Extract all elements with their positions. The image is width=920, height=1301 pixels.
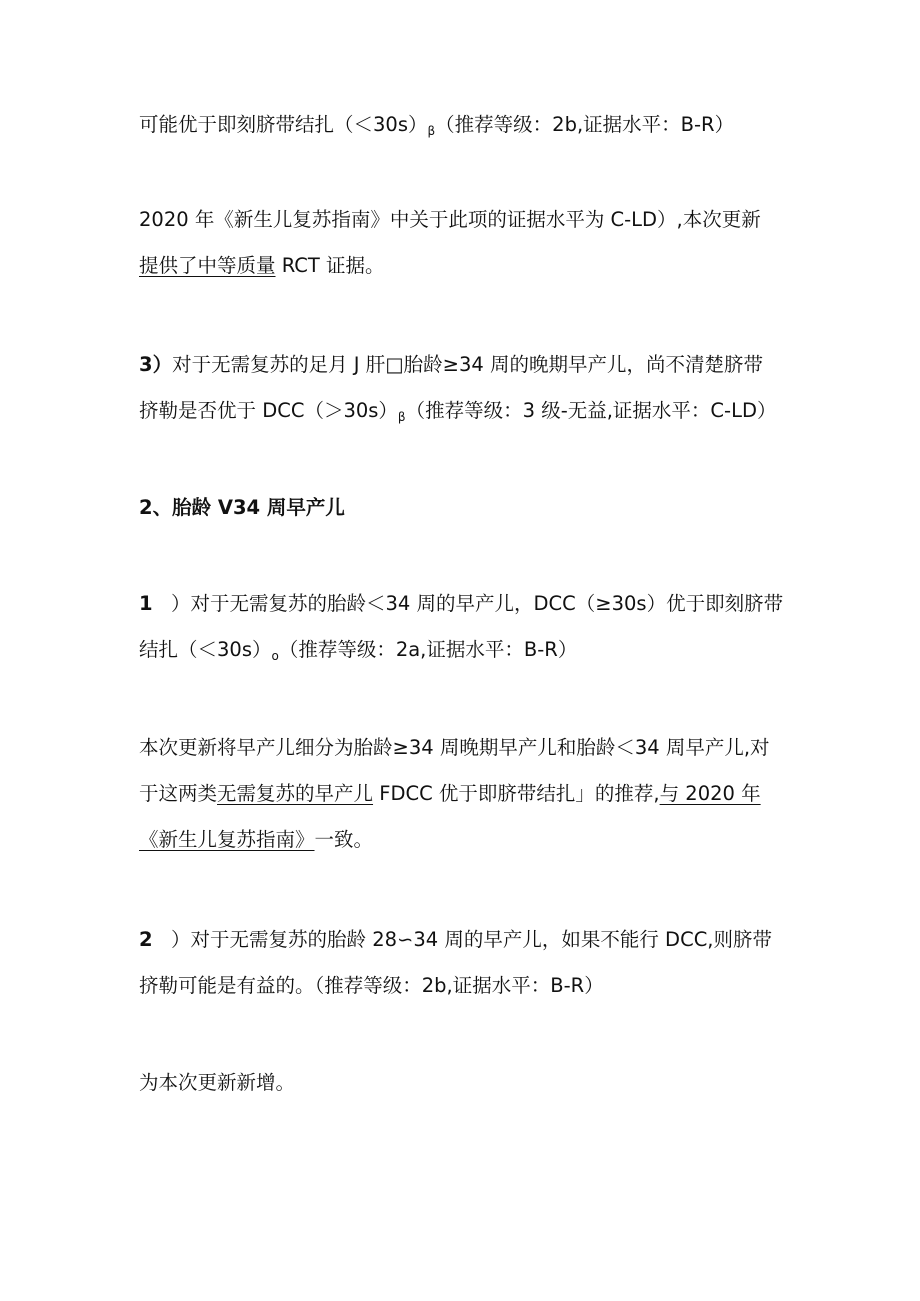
paragraph-6-line-1: 2 ）对于无需复苏的胎龄 28∽34 周的早产儿，如果不能行 DCC,则脐带 (139, 917, 789, 963)
paragraph-5-line-3: 《新生儿复苏指南》一致。 (139, 828, 374, 851)
paragraph-5 (139, 725, 789, 863)
paragraph-2-line-1: 2020 年《新生儿复苏指南》中关于此项的证据水平为 C-LD）,本次更新 (139, 208, 761, 231)
paragraph-3-line-2: 挤勒是否优于 $DCC(>30s)_\beta$（推荐等级：3 级-无益,证据水平：C-LD） (139, 399, 777, 424)
underlined-text: 无需复苏的早产儿 (217, 782, 374, 805)
section-heading: 2、胎龄 V34 周早产儿 (139, 496, 345, 519)
paragraph-4 (139, 581, 789, 673)
paragraph-1-line-1: 可能优于即刻脐带结扎$(<30s)_\beta$（推荐等级：2b,证据水平：B-R） (139, 113, 735, 138)
subscript-o: o (271, 649, 279, 663)
underlined-text: 《新生儿复苏指南》 (139, 828, 315, 851)
underlined-text: 提供了中等质量 (139, 254, 276, 277)
item-number: 1 (139, 592, 153, 615)
paragraph-4-line-1: 1 ）对于无需复苏的胎龄＜34 周的早产儿，DCC（≥30s）优于即刻脐带 (139, 581, 789, 627)
paragraph-7: 为本次更新新增。 (139, 1071, 296, 1094)
item-number: 3） (139, 353, 173, 376)
paragraph-1 (139, 102, 789, 148)
paragraph-3-line-1: 3）对于无需复苏的足月 J 肝□胎龄≥34 周的晚期早产儿，尚不清楚脐带 (139, 353, 764, 376)
subscript-beta: β (397, 410, 406, 424)
underlined-text: 与 2020 年 (659, 782, 761, 805)
paragraph-5-line-2: 于这两类无需复苏的早产儿 FDCC 优于即脐带结扎」的推荐,与 2020 年 (139, 782, 761, 805)
paragraph-3 (139, 342, 789, 434)
paragraph-6 (139, 917, 789, 1009)
paragraph-5-line-1: 本次更新将早产儿细分为胎龄≥34 周晚期早产儿和胎龄＜34 周早产儿,对 (139, 736, 770, 759)
subscript-beta: β (427, 124, 436, 138)
paragraph-2 (139, 197, 789, 289)
paragraph-6-line-2: 挤勒可能是有益的。（推荐等级：2b,证据水平：B-R） (139, 974, 604, 997)
paragraph-4-line-2: 结扎$(<30s)_o$（推荐等级：2a,证据水平：B-R） (139, 638, 578, 663)
paragraph-2-line-2: 提供了中等质量 RCT 证据。 (139, 254, 385, 277)
item-number: 2 (139, 928, 153, 951)
